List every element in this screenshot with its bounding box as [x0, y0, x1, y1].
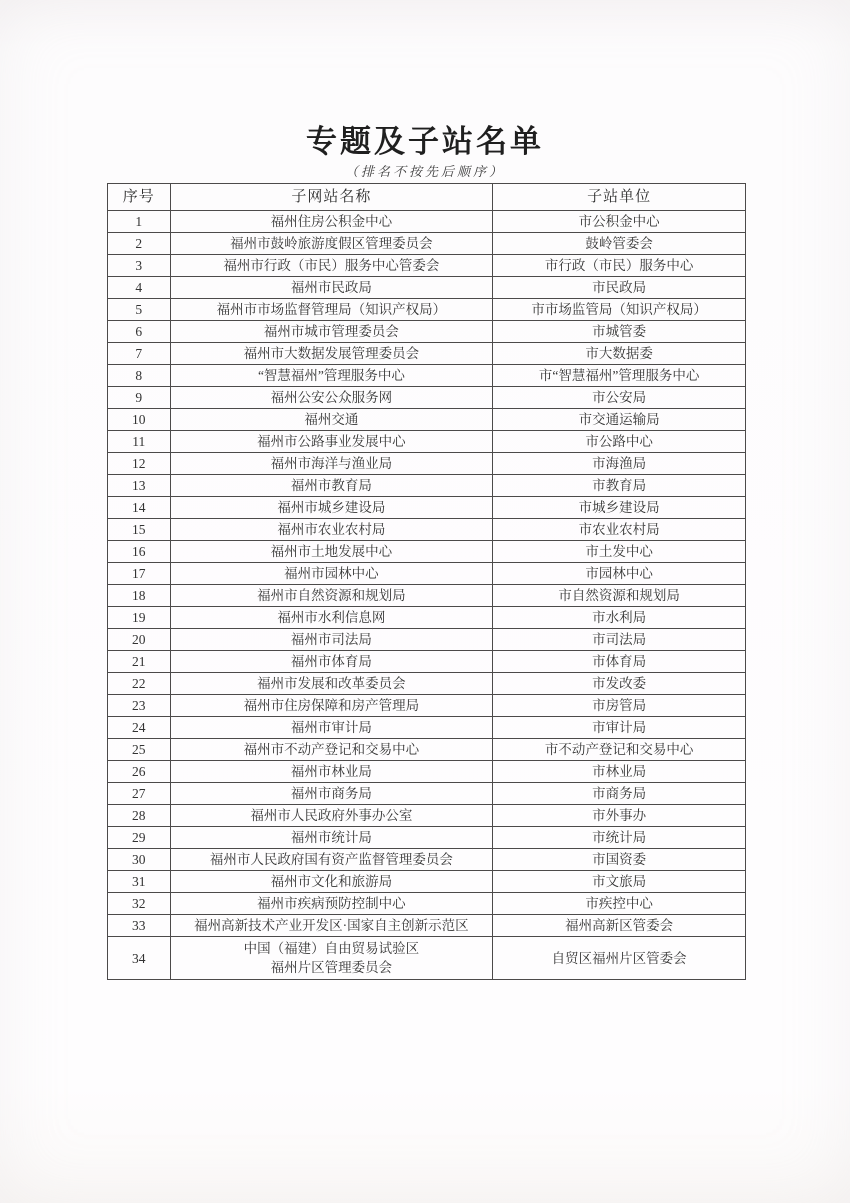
cell-index: 20	[108, 629, 171, 651]
cell-unit: 市商务局	[493, 783, 746, 805]
cell-unit: 市文旅局	[493, 871, 746, 893]
cell-unit: 市交通运输局	[493, 409, 746, 431]
cell-site-name: 福州市教育局	[170, 475, 493, 497]
column-header-site-name: 子网站名称	[170, 184, 493, 211]
table-row	[108, 299, 746, 321]
cell-index: 15	[108, 519, 171, 541]
cell-site-name: 福州市审计局	[170, 717, 493, 739]
cell-unit: 市城乡建设局	[493, 497, 746, 519]
cell-unit: 市城管委	[493, 321, 746, 343]
cell-unit: 市公积金中心	[493, 211, 746, 233]
table-row	[108, 563, 746, 585]
cell-index: 16	[108, 541, 171, 563]
cell-unit: 市农业农村局	[493, 519, 746, 541]
cell-unit: 市土发中心	[493, 541, 746, 563]
table-header-row	[108, 184, 746, 211]
cell-index: 2	[108, 233, 171, 255]
cell-site-name: 福州市民政局	[170, 277, 493, 299]
subsite-table-body	[108, 211, 746, 980]
cell-unit: 市海渔局	[493, 453, 746, 475]
table-row	[108, 211, 746, 233]
table-row	[108, 717, 746, 739]
cell-index: 17	[108, 563, 171, 585]
cell-index: 27	[108, 783, 171, 805]
cell-index: 3	[108, 255, 171, 277]
cell-site-name: 福州市疾病预防控制中心	[170, 893, 493, 915]
cell-unit: 市体育局	[493, 651, 746, 673]
table-row	[108, 233, 746, 255]
cell-index: 12	[108, 453, 171, 475]
cell-index: 18	[108, 585, 171, 607]
cell-site-name: 福州市人民政府外事办公室	[170, 805, 493, 827]
cell-unit: 市疾控中心	[493, 893, 746, 915]
cell-site-name: 福州市城市管理委员会	[170, 321, 493, 343]
cell-site-name: 福州市海洋与渔业局	[170, 453, 493, 475]
table-row	[108, 365, 746, 387]
cell-unit: 市外事办	[493, 805, 746, 827]
table-row	[108, 431, 746, 453]
table-row	[108, 783, 746, 805]
cell-index: 1	[108, 211, 171, 233]
cell-index: 7	[108, 343, 171, 365]
cell-index: 6	[108, 321, 171, 343]
page-subtitle: （排名不按先后顺序）	[344, 164, 505, 179]
table-row	[108, 387, 746, 409]
cell-index: 32	[108, 893, 171, 915]
table-row	[108, 915, 746, 937]
cell-unit: 市不动产登记和交易中心	[493, 739, 746, 761]
cell-unit: 市房管局	[493, 695, 746, 717]
cell-index: 26	[108, 761, 171, 783]
cell-site-name: 福州市不动产登记和交易中心	[170, 739, 493, 761]
table-row	[108, 541, 746, 563]
cell-index: 34	[108, 937, 171, 980]
cell-site-name: 福州高新技术产业开发区·国家自主创新示范区	[170, 915, 493, 937]
table-row	[108, 761, 746, 783]
table-row	[108, 695, 746, 717]
cell-site-name: 福州市水利信息网	[170, 607, 493, 629]
cell-site-name: 福州住房公积金中心	[170, 211, 493, 233]
cell-index: 8	[108, 365, 171, 387]
page-title: 专题及子站名单	[306, 124, 544, 159]
cell-site-name: 福州市林业局	[170, 761, 493, 783]
cell-site-name: 中国（福建）自由贸易试验区 福州片区管理委员会	[170, 937, 493, 980]
cell-index: 13	[108, 475, 171, 497]
table-row	[108, 453, 746, 475]
cell-site-name: 福州市自然资源和规划局	[170, 585, 493, 607]
cell-site-name: 福州公安公众服务网	[170, 387, 493, 409]
cell-unit: 市统计局	[493, 827, 746, 849]
cell-site-name: 福州市行政（市民）服务中心管委会	[170, 255, 493, 277]
cell-index: 10	[108, 409, 171, 431]
cell-unit: 鼓岭管委会	[493, 233, 746, 255]
cell-site-name: 福州市城乡建设局	[170, 497, 493, 519]
table-row	[108, 321, 746, 343]
table-row	[108, 255, 746, 277]
table-row	[108, 827, 746, 849]
cell-unit: 自贸区福州片区管委会	[493, 937, 746, 980]
cell-unit: 福州高新区管委会	[493, 915, 746, 937]
cell-index: 30	[108, 849, 171, 871]
cell-site-name: 福州市园林中心	[170, 563, 493, 585]
table-row	[108, 519, 746, 541]
table-row	[108, 871, 746, 893]
table-row	[108, 629, 746, 651]
table-row	[108, 651, 746, 673]
cell-site-name: 福州市住房保障和房产管理局	[170, 695, 493, 717]
cell-index: 28	[108, 805, 171, 827]
cell-index: 14	[108, 497, 171, 519]
cell-unit: 市公路中心	[493, 431, 746, 453]
cell-site-name: 福州市人民政府国有资产监督管理委员会	[170, 849, 493, 871]
cell-site-name: 福州市发展和改革委员会	[170, 673, 493, 695]
cell-unit: 市国资委	[493, 849, 746, 871]
cell-unit: 市自然资源和规划局	[493, 585, 746, 607]
table-row	[108, 673, 746, 695]
cell-index: 31	[108, 871, 171, 893]
cell-index: 9	[108, 387, 171, 409]
cell-site-name: 福州市农业农村局	[170, 519, 493, 541]
table-row	[108, 805, 746, 827]
table-row	[108, 343, 746, 365]
cell-unit: 市民政局	[493, 277, 746, 299]
cell-unit: 市发改委	[493, 673, 746, 695]
column-header-index: 序号	[108, 184, 171, 211]
table-row	[108, 849, 746, 871]
cell-unit: 市“智慧福州”管理服务中心	[493, 365, 746, 387]
cell-index: 4	[108, 277, 171, 299]
cell-site-name: 福州市土地发展中心	[170, 541, 493, 563]
subsite-table	[107, 183, 746, 980]
cell-site-name: 福州市体育局	[170, 651, 493, 673]
table-row	[108, 937, 746, 980]
cell-unit: 市市场监管局（知识产权局）	[493, 299, 746, 321]
cell-unit: 市水利局	[493, 607, 746, 629]
cell-index: 5	[108, 299, 171, 321]
column-header-unit: 子站单位	[493, 184, 746, 211]
cell-unit: 市公安局	[493, 387, 746, 409]
cell-site-name: “智慧福州”管理服务中心	[170, 365, 493, 387]
cell-site-name: 福州市市场监督管理局（知识产权局）	[170, 299, 493, 321]
cell-index: 19	[108, 607, 171, 629]
cell-site-name: 福州市鼓岭旅游度假区管理委员会	[170, 233, 493, 255]
cell-site-name: 福州市公路事业发展中心	[170, 431, 493, 453]
cell-index: 23	[108, 695, 171, 717]
cell-unit: 市审计局	[493, 717, 746, 739]
cell-index: 29	[108, 827, 171, 849]
cell-unit: 市园林中心	[493, 563, 746, 585]
cell-site-name: 福州市商务局	[170, 783, 493, 805]
cell-index: 24	[108, 717, 171, 739]
cell-site-name: 福州市文化和旅游局	[170, 871, 493, 893]
cell-unit: 市行政（市民）服务中心	[493, 255, 746, 277]
cell-index: 21	[108, 651, 171, 673]
cell-index: 33	[108, 915, 171, 937]
table-row	[108, 585, 746, 607]
table-row	[108, 475, 746, 497]
table-row	[108, 739, 746, 761]
cell-site-name: 福州市司法局	[170, 629, 493, 651]
cell-unit: 市林业局	[493, 761, 746, 783]
cell-site-name: 福州市统计局	[170, 827, 493, 849]
table-row	[108, 893, 746, 915]
cell-site-name: 福州市大数据发展管理委员会	[170, 343, 493, 365]
cell-index: 22	[108, 673, 171, 695]
table-row	[108, 607, 746, 629]
cell-index: 25	[108, 739, 171, 761]
cell-unit: 市司法局	[493, 629, 746, 651]
table-row	[108, 497, 746, 519]
cell-unit: 市教育局	[493, 475, 746, 497]
cell-index: 11	[108, 431, 171, 453]
cell-unit: 市大数据委	[493, 343, 746, 365]
cell-site-name: 福州交通	[170, 409, 493, 431]
table-row	[108, 409, 746, 431]
table-row	[108, 277, 746, 299]
